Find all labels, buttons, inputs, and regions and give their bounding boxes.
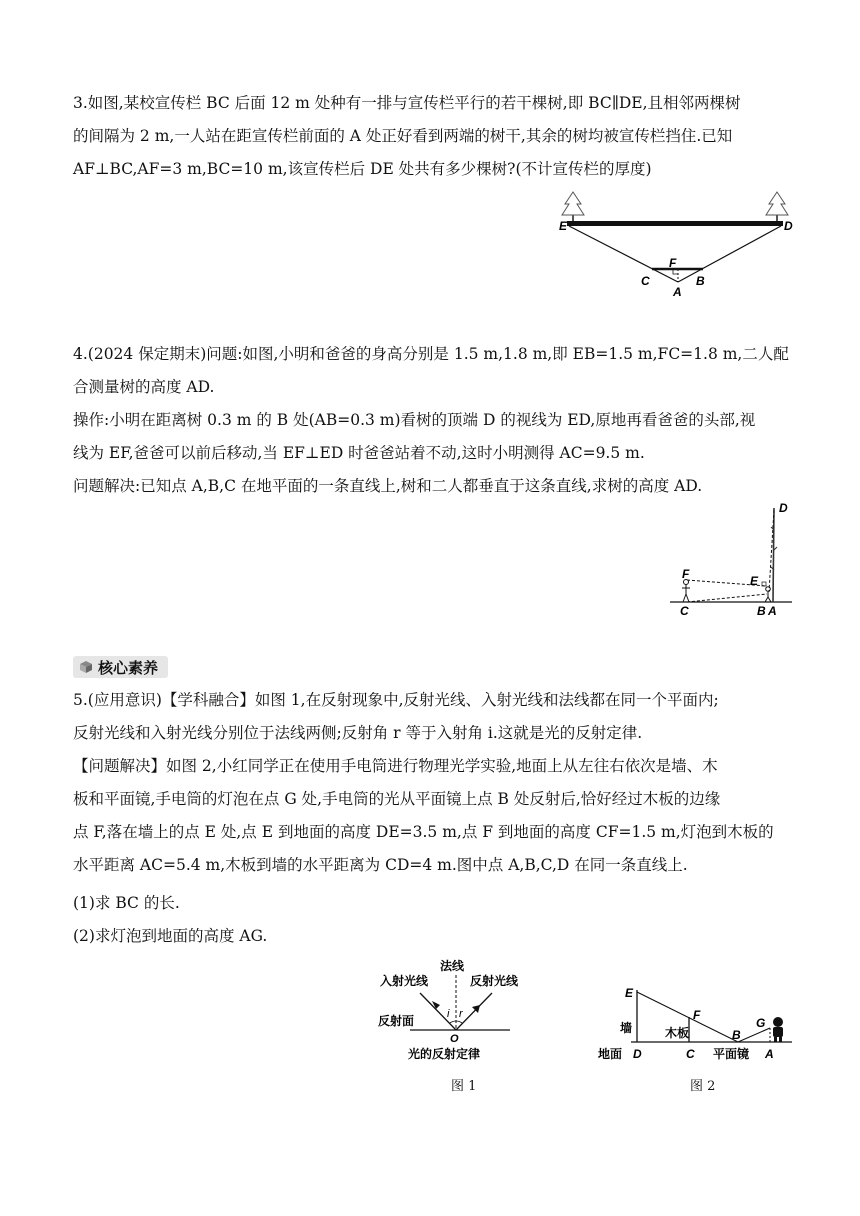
fig2-board-label: 木板 bbox=[665, 1026, 690, 1040]
fig1-surface-label: 反射面 bbox=[378, 1014, 415, 1028]
problem5-line3: 【问题解决】如图 2,小红同学正在使用手电筒进行物理光学实验,地面上从左往右依次是墙、木 bbox=[73, 757, 718, 775]
label-D: D bbox=[779, 501, 788, 515]
problem4-line4: 线为 EF,爸爸可以前后移动,当 EF⊥ED 时爸爸站着不动,这时小明测得 AC=9.5 m. bbox=[73, 444, 645, 462]
label-F: F bbox=[669, 256, 677, 270]
fig1-normal-label: 法线 bbox=[440, 959, 465, 973]
problem4-line5: 问题解决:已知点 A,B,C 在地平面的一条直线上,树和二人都垂直于这条直线,求树的高度 AD. bbox=[73, 477, 703, 495]
fig1-point-O: O bbox=[450, 1033, 459, 1045]
cube-icon bbox=[79, 660, 93, 674]
problem3-line3: AF⊥BC,AF=3 m,BC=10 m,该宣传栏后 DE 处共有多少棵树?(不计宣传栏的厚度) bbox=[73, 160, 652, 178]
label-B: B bbox=[757, 604, 766, 618]
tree-row-ED bbox=[567, 221, 783, 226]
fig2-mirror-label: 平面镜 bbox=[713, 1047, 750, 1061]
section-badge bbox=[73, 656, 168, 678]
fig2-label-A: A bbox=[765, 1047, 774, 1061]
fig2-label-E: E bbox=[625, 986, 634, 1000]
label-C: C bbox=[680, 604, 689, 618]
problem5-line5: 点 F,落在墙上的点 E 处,点 E 到地面的高度 DE=3.5 m,点 F 到地面的高度 CF=1.5 m,灯泡到木板的 bbox=[73, 823, 774, 841]
person-dad-icon bbox=[682, 580, 690, 603]
problem5-line6: 水平距离 AC=5.4 m,木板到墙的水平距离为 CD=4 m.图中点 A,B,C,D 在同一条直线上. bbox=[73, 856, 688, 874]
fig1-reflected-label: 反射光线 bbox=[470, 974, 519, 988]
fig2-ground-label: 地面 bbox=[598, 1047, 623, 1061]
problem4-figure bbox=[670, 500, 795, 620]
problem5-line2: 反射光线和入射光线分别位于法线两侧;反射角 r 等于入射角 i.这就是光的反射定律. bbox=[73, 724, 643, 742]
problem3-line2: 的间隔为 2 m,一人站在距宣传栏前面的 A 处正好看到两端的树干,其余的树均被宣传栏挡住.已知 bbox=[73, 127, 733, 145]
figure1-reflection-law bbox=[370, 955, 520, 1065]
problem5-line4: 板和平面镜,手电筒的灯泡在点 G 处,手电筒的光从平面镜上点 B 处反射后,恰好经过木板的边缘 bbox=[73, 790, 721, 808]
fig2-label-D: D bbox=[633, 1047, 642, 1061]
label-B: B bbox=[696, 274, 705, 288]
problem3-figure bbox=[555, 190, 800, 300]
label-A: A bbox=[768, 604, 777, 618]
problem5-q2: (2)求灯泡到地面的高度 AG. bbox=[73, 927, 268, 945]
fig2-label-G: G bbox=[756, 1016, 766, 1030]
section-title: 核心素养 bbox=[98, 658, 159, 677]
problem4-line1: 4.(2024 保定期末)问题:如图,小明和爸爸的身高分别是 1.5 m,1.8 m,即 EB=1.5 m,FC=1.8 m,二人配 bbox=[73, 345, 789, 363]
person-xiaohong-icon bbox=[773, 1017, 783, 1042]
fig2-wall-label: 墙 bbox=[620, 1021, 633, 1035]
problem5-line1: 5.(应用意识)【学科融合】如图 1,在反射现象中,反射光线、入射光线和法线都在同一个平面内; bbox=[73, 691, 719, 709]
label-A: A bbox=[673, 285, 682, 299]
fig1-title: 光的反射定律 bbox=[408, 1047, 481, 1061]
fig2-label-B: B bbox=[732, 1028, 741, 1042]
fig1-incident-label: 入射光线 bbox=[380, 974, 429, 988]
fig1-angle-i: i bbox=[447, 1008, 450, 1020]
problem3-line1: 3.如图,某校宣传栏 BC 后面 12 m 处种有一排与宣传栏平行的若干棵树,即 BC∥DE,且相邻两棵树 bbox=[73, 94, 741, 112]
fig1-angle-r: r bbox=[459, 1008, 463, 1020]
problem4-line2: 合测量树的高度 AD. bbox=[73, 378, 215, 396]
label-E: E bbox=[559, 219, 568, 233]
problem5-q1: (1)求 BC 的长. bbox=[73, 894, 180, 912]
figure2-experiment bbox=[596, 982, 796, 1064]
figure2-caption: 图 2 bbox=[690, 1079, 716, 1094]
label-E: E bbox=[750, 574, 759, 588]
label-F: F bbox=[682, 567, 690, 581]
label-D: D bbox=[784, 219, 793, 233]
person-xiaoming-icon bbox=[765, 587, 771, 602]
figure1-caption: 图 1 bbox=[451, 1079, 477, 1094]
fig2-label-F: F bbox=[693, 1008, 701, 1022]
fig2-label-C: C bbox=[686, 1047, 695, 1061]
label-C: C bbox=[641, 274, 650, 288]
problem4-line3: 操作:小明在距离树 0.3 m 的 B 处(AB=0.3 m)看树的顶端 D 的视线为 ED,原地再看爸爸的头部,视 bbox=[73, 411, 756, 429]
